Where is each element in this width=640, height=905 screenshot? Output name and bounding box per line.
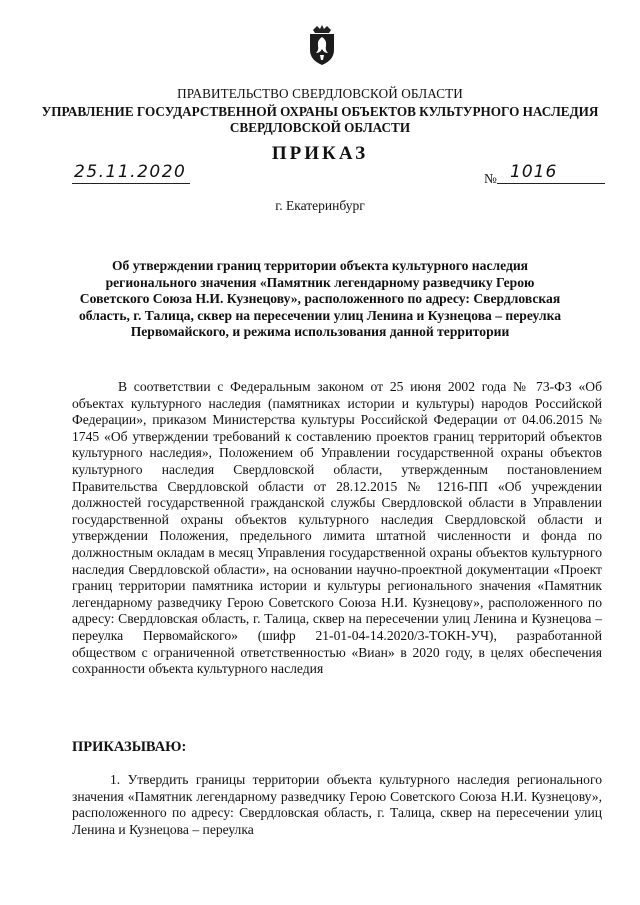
document-number: 1016 xyxy=(510,162,558,182)
city: г. Екатеринбург xyxy=(275,198,365,213)
date-underline xyxy=(72,183,190,184)
order-word: ПРИКАЗЫВАЮ: xyxy=(72,739,187,755)
government-name: ПРАВИТЕЛЬСТВО СВЕРДЛОВСКОЙ ОБЛАСТИ xyxy=(177,86,463,101)
document-date: 25.11.2020 xyxy=(74,162,187,182)
department-line-1: УПРАВЛЕНИЕ ГОСУДАРСТВЕННОЙ ОХРАНЫ ОБЪЕКТОВ КУЛЬТУРНОГО НАСЛЕДИЯ xyxy=(41,104,599,119)
document-type: ПРИКАЗ xyxy=(271,143,369,164)
department-name xyxy=(0,104,640,136)
order-item-1: 1. Утвердить границы территории объекта культурного наследия регионального значения «Памятник легендарному разведчику Герою Советского Союза Н.И. Кузнецову», расположенного по адресу: Свердловская область, г. Талица, сквер на пересечении улиц Ленина и Кузнецова – переулка xyxy=(72,772,602,837)
document-subject: Об утверждении границ территории объекта культурного наследия регионального значения «Памятник легендарному разведчику Герою Советского Союза Н.И. Кузнецову», расположенного по адресу: Свердловская область, г. Талица, сквер на пересечении улиц Ленина и Кузнецова – переулка Первомайского, и режима использования данной территории xyxy=(78,258,562,339)
coat-of-arms-icon xyxy=(305,24,339,66)
number-underline xyxy=(497,183,605,184)
number-label: № xyxy=(484,171,497,186)
department-line-2: СВЕРДЛОВСКОЙ ОБЛАСТИ xyxy=(229,120,411,135)
preamble-paragraph: В соответствии с Федеральным законом от 25 июня 2002 года № 73-ФЗ «Об объектах культурного наследия (памятниках истории и культуры) народов Российской Федерации», приказом Министерства культуры Российской Федерации от 04.06.2015 № 1745 «Об утверждении требований к составлению проектов границ территорий объектов культурного наследия», Положением об Управлении государственной охраны объектов культурного наследия Свердловской области, утвержденным постановлением Правительства Свердловской области от 28.12.2015 № 1216-ПП «Об учреждении должностей государственной гражданской службы Свердловской области в Управлении государственной охраны объектов культурного наследия Свердловской области и утверждении Положения, предельного лимита штатной численности и фонда по должностным окладам в месяц Управления государственной охраны объектов культурного наследия Свердловской области», на основании научно-проектной документации «Проект границ территории памятника истории и культуры регионального значения «Памятник легендарному разведчику Герою Советского Союза Н.И. Кузнецову», расположенного по адресу: Свердловская область, г. Талица, сквер на пересечении улиц Ленина и Кузнецова – переулка Первомайского» (шифр 21-01-04-14.2020/3-ТОКН-УЧ), разработанной обществом с ограниченной ответственностью «Виан» в 2020 году, в целях обеспечения сохранности объекта культурного наследия xyxy=(72,379,602,677)
